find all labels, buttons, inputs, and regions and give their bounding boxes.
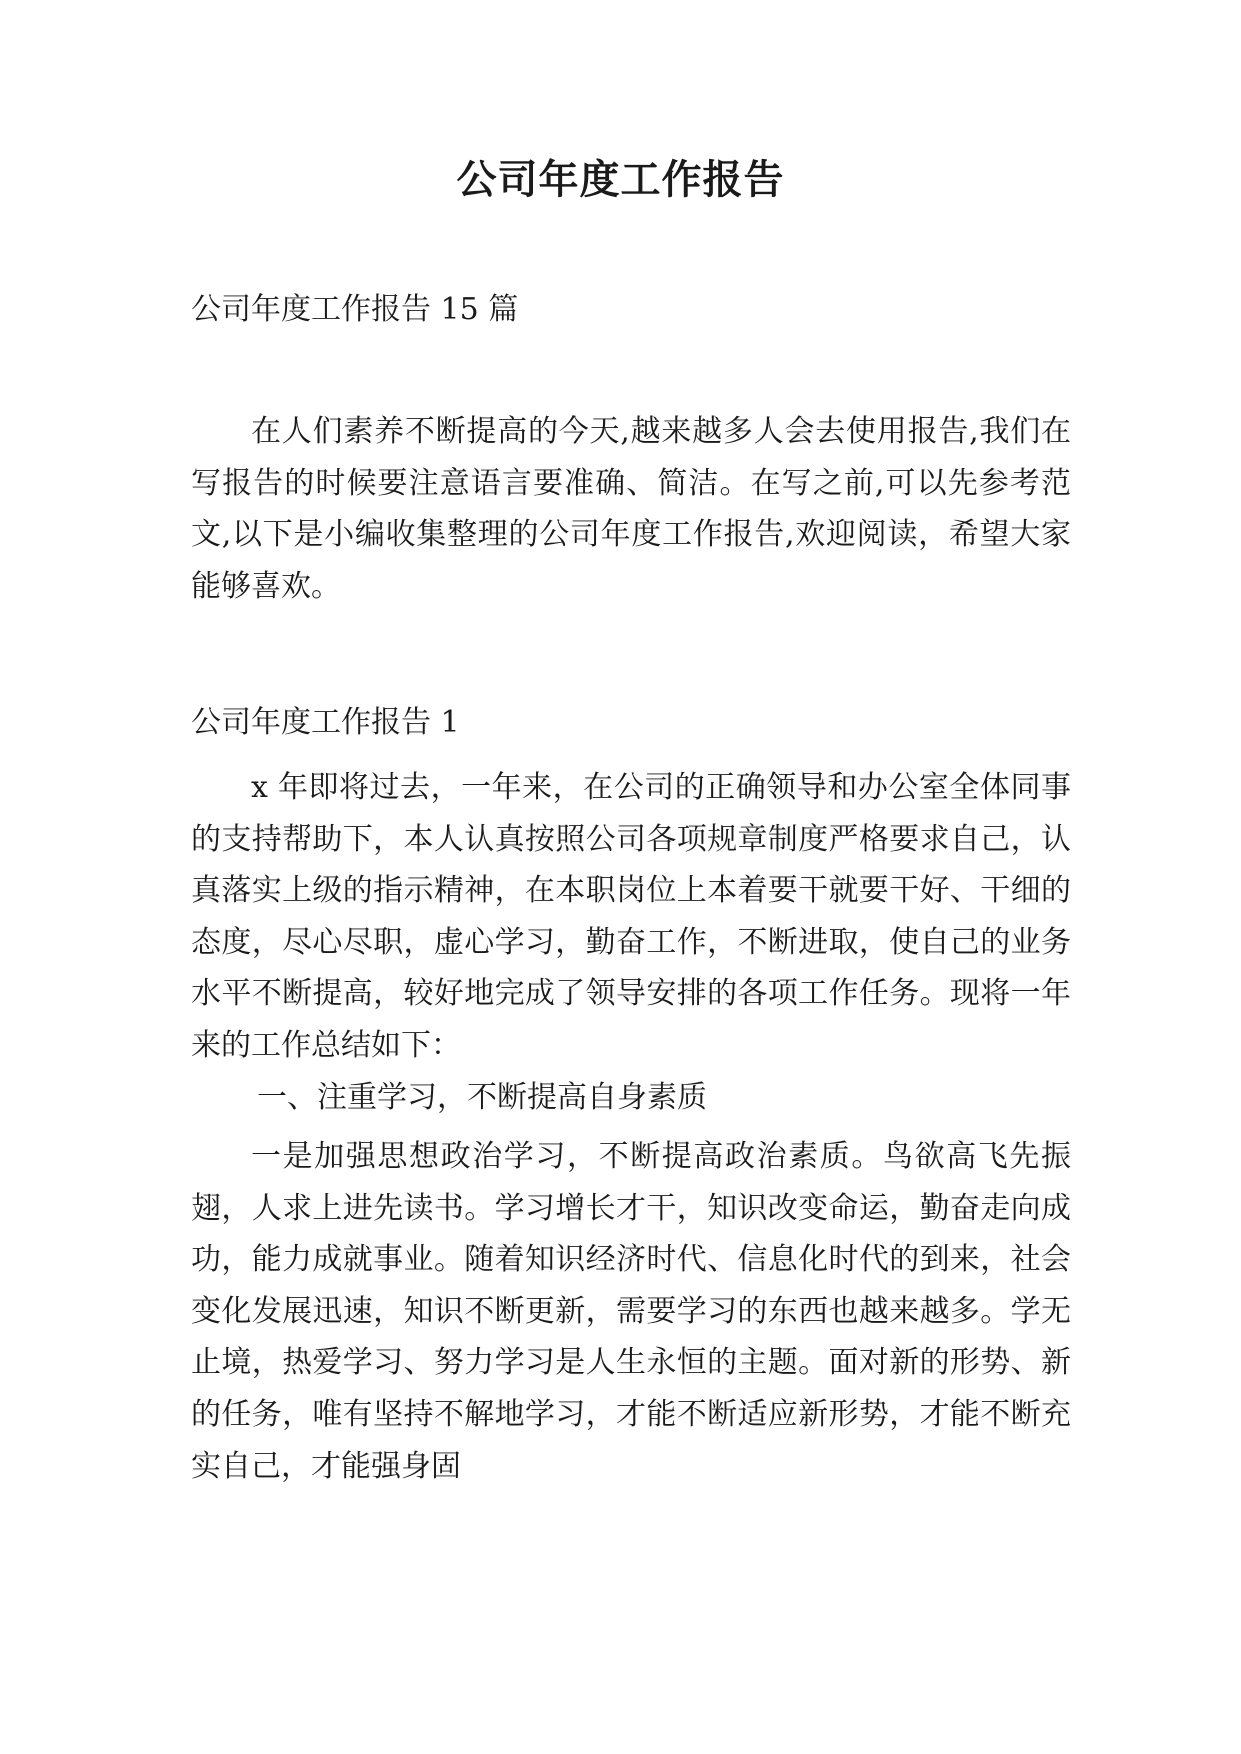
body-paragraph-1: x 年即将过去，一年来，在公司的正确领导和办公室全体同事的支持帮助下，本人认真按照公司各项规章制度严格要求自己，认真落实上级的指示精神，在本职岗位上本着要干就要干好、干细的态度，尽心尽职，虚心学习，勤奋工作，不断进取，使自己的业务水平不断提高，较好地完成了领导安排的各项工作任务。现将一年来的工作总结如下：: [191, 770, 1071, 1063]
body-paragraph-2: 一是加强思想政治学习，不断提高政治素质。鸟欲高飞先振翅，人求上进先读书。学习增长才干，知识改变命运，勤奋走向成功，能力成就事业。随着知识经济时代、信息化时代的到来，社会变化发展迅速，知识不断更新，需要学习的东西也越来越多。学无止境，热爱学习、努力学习是人生永恒的主题。面对新的形势、新的任务，唯有坚持不解地学习，才能不断适应新形势，才能不断充实自己，才能强身固: [191, 1139, 1071, 1484]
document-subtitle: 公司年度工作报告 15 篇: [191, 292, 519, 327]
section-heading: 公司年度工作报告 1: [191, 705, 460, 740]
document-title: 公司年度工作报告: [456, 157, 785, 203]
subsection-heading: 一、注重学习，不断提高自身素质: [257, 1080, 707, 1115]
intro-paragraph: 在人们素养不断提高的今天,越来越多人会去使用报告,我们在写报告的时候要注意语言要准确、简洁。在写之前,可以先参考范文,以下是小编收集整理的公司年度工作报告,欢迎阅读，希望大家能够喜欢。: [191, 414, 1071, 604]
